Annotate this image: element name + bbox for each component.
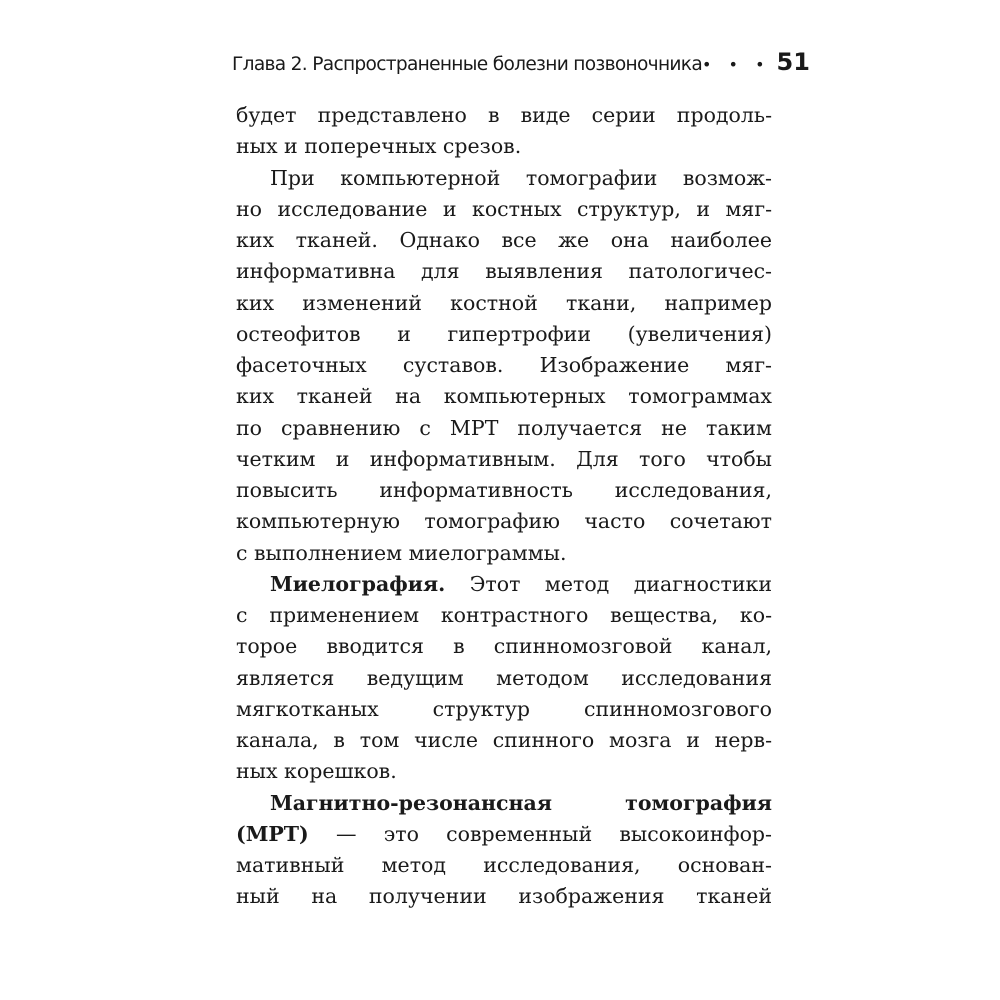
text-line: с применением контрастного вещества, ко-: [236, 603, 772, 627]
text-line: канала, в том числе спинного мозга и нерв-: [236, 728, 772, 752]
running-header: [232, 48, 810, 84]
text-line: фасеточных суставов. Изображение мяг-: [236, 353, 772, 377]
header-dots: • • •: [702, 55, 771, 74]
text-line: ных корешков.: [236, 759, 397, 784]
text-line: остеофитов и гипертрофии (увеличения): [236, 321, 772, 346]
text-line: ный на получении изображения тканей: [236, 884, 772, 909]
header-right: [702, 48, 810, 76]
text-fragment: — это современный высокоинфор-: [336, 821, 772, 846]
page-number: 51: [776, 48, 810, 76]
text-line: торое вводится в спинномозговой канал,: [236, 634, 772, 659]
body-text: [236, 100, 772, 913]
chapter-title: Глава 2. Распространенные болезни позвоночника: [232, 54, 703, 75]
paragraph-mrt: [236, 788, 772, 913]
text-line: ких тканей на компьютерных томограммах: [236, 384, 772, 409]
text-line: компьютерную томографию часто сочетают: [236, 509, 772, 534]
text-line: с выполнением миелограммы.: [236, 540, 567, 565]
text-line: четким и информативным. Для того чтобы: [236, 446, 772, 471]
text-line: мягкотканых структур спинномозгового: [236, 696, 772, 721]
text-line: повысить информативность исследования,: [236, 478, 772, 502]
term-myelography: Миелография.: [270, 571, 446, 596]
text-line: является ведущим методом исследования: [236, 665, 772, 690]
text-line: но исследование и костных структур, и мяг-: [236, 196, 772, 221]
text-line: будет представлено в виде серии продоль-: [236, 103, 772, 127]
text-line: ных и поперечных срезов.: [236, 134, 522, 159]
text-line: мативный метод исследования, основан-: [236, 853, 772, 877]
text-line: по сравнению с МРТ получается не таким: [236, 415, 772, 440]
text-line: [236, 819, 772, 850]
paragraph-continuation: [236, 100, 772, 163]
text-line: [236, 788, 772, 819]
text-line: [236, 569, 772, 600]
text-line: информативна для выявления патологичес-: [236, 259, 772, 284]
term-mrt-abbr: (МРТ): [236, 821, 309, 846]
text-fragment: Этот метод диагностики: [469, 571, 772, 596]
text-line: При компьютерной томографии возмож-: [270, 165, 772, 190]
text-line: ких изменений костной ткани, например: [236, 290, 772, 315]
paragraph-ct: [236, 163, 772, 569]
paragraph-myelography: [236, 569, 772, 788]
term-mrt-title: Магнитно-резонансная томография: [270, 790, 772, 815]
text-line: ких тканей. Однако все же она наиболее: [236, 228, 772, 252]
